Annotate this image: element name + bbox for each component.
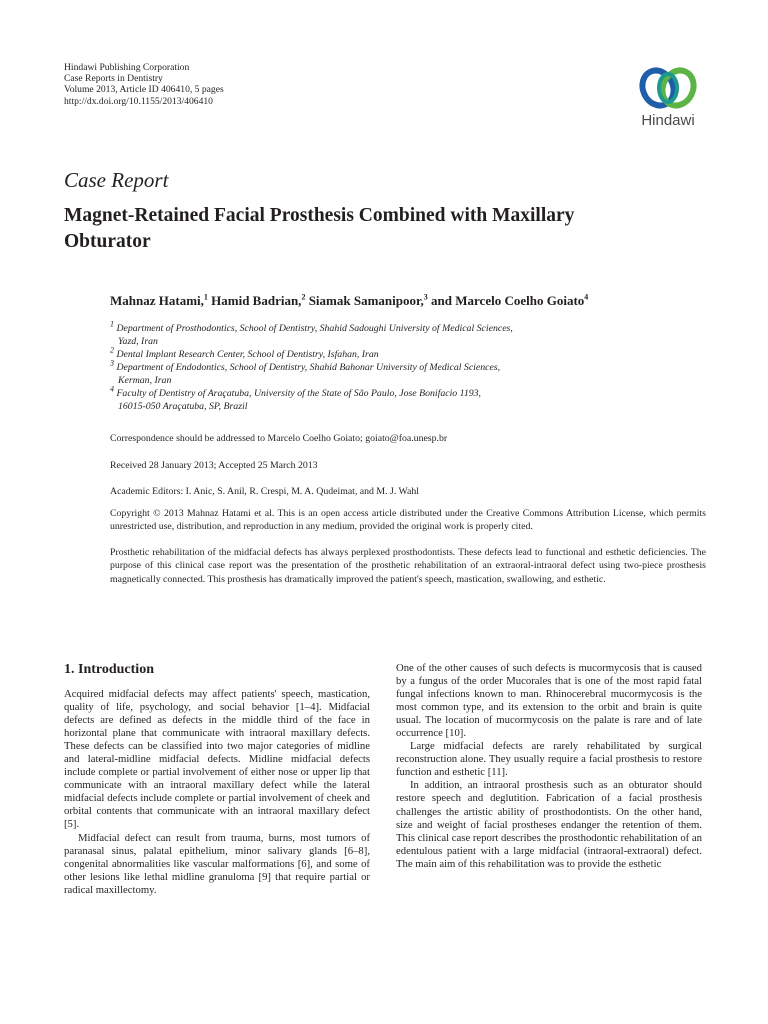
affiliation-text: Dental Implant Research Center, School of Dentistry, Isfahan, Iran: [116, 349, 379, 360]
affiliation-text-cont: Yazd, Iran: [118, 336, 158, 347]
affiliation-item: [110, 319, 650, 348]
affiliation-text: Department of Prosthodontics, School of Dentistry, Shahid Sadoughi University of Medical Sciences,: [116, 323, 513, 334]
academic-editors: Academic Editors: I. Anic, S. Anil, R. Crespi, M. A. Qudeimat, and M. J. Wahl: [110, 486, 419, 497]
section-heading: 1. Introduction: [64, 662, 154, 677]
article-title: Magnet-Retained Facial Prosthesis Combined with Maxillary Obturator: [64, 205, 575, 252]
author-list: [110, 293, 588, 309]
affiliations: [110, 319, 650, 413]
affiliation-number: 3: [110, 358, 114, 368]
journal-name: Case Reports in Dentistry: [64, 73, 163, 85]
hindawi-logo-text: Hindawi: [641, 112, 695, 129]
author-affiliation-mark: 3: [423, 292, 428, 302]
correspondence: Correspondence should be addressed to Marcelo Coelho Goiato; goiato@foa.unesp.br: [110, 433, 448, 444]
article-type: Case Report: [64, 168, 169, 192]
paragraph: Acquired midfacial defects may affect patients' speech, mastication, quality of life, psychology, and social behavior [1–4]. Midfacial defects are defined as defects in the middle third of the face in horizontal plane that communicate with intraoral maxillary defects. These defects can be classified into two major categories of midline and lateral-midline midfacial defects. Midline midfacial defects include complete or partial involvement of either nose or upper lip that communicate with an intraoral maxillary defect while the lateral midfacial defects include complete or partial involvement of cheek and orbital contents that communicate with an intraoral maxillary defect [5].: [64, 688, 370, 831]
author-name: Hamid Badrian,: [211, 293, 302, 308]
paragraph: Large midfacial defects are rarely rehabilitated by surgical reconstruction alone. They usually require a facial prosthesis to restore function and esthetic [11].: [396, 740, 702, 779]
author-name: Siamak Samanipoor,: [308, 293, 424, 308]
publication-info: [64, 62, 224, 107]
affiliation-text-cont: 16015-050 Araçatuba, SP, Brazil: [118, 401, 248, 412]
affiliation-item: [110, 345, 650, 361]
paragraph: In addition, an intraoral prosthesis such as an obturator should restore speech and deglutition. Fabrication of a facial prosthesis challenges the artistic ability of prosthodontists. On the other hand, size and weight of facial prostheses endanger the retention of them. This clinical case report describes the prosthodontic rehabilitation of an edentulous patient with a large midfacial (intraoral-extraoral) defect. The main aim of this rehabilitation was to provide the esthetic: [396, 779, 702, 870]
affiliation-text-cont: Kerman, Iran: [118, 375, 172, 386]
body-column-right: [396, 662, 702, 871]
received-dates: Received 28 January 2013; Accepted 25 March 2013: [110, 460, 318, 471]
copyright-notice: Copyright © 2013 Mahnaz Hatami et al. This is an open access article distributed under the Creative Commons Attribution License, which permits unrestricted use, distribution, and reproduction in any medium, provided the original work is properly cited.: [110, 508, 706, 532]
author-affiliation-mark: 4: [584, 292, 589, 302]
author-name: and Marcelo Coelho Goiato: [431, 293, 585, 308]
affiliation-number: 2: [110, 345, 114, 355]
publisher-name: Hindawi Publishing Corporation: [64, 62, 190, 73]
affiliation-text: Faculty of Dentistry of Araçatuba, University of the State of São Paulo, Jose Bonifacio 1193,: [116, 388, 481, 399]
author-affiliation-mark: 1: [203, 292, 208, 302]
affiliation-number: 4: [110, 384, 114, 394]
affiliation-text: Department of Endodontics, School of Dentistry, Shahid Bahonar University of Medical Sciences,: [116, 362, 501, 373]
author-affiliation-mark: 2: [301, 292, 306, 302]
paragraph: Midfacial defect can result from trauma, burns, most tumors of paranasal sinus, palatal epithelium, minor salivary glands [6–8], congenital abnormalities like vascular malformations [6], and some of other lesions like lethal midline granuloma [9] that require partial or radical maxillectomy.: [64, 831, 370, 896]
body-column-left: [64, 688, 370, 897]
affiliation-item: [110, 384, 650, 413]
paragraph: One of the other causes of such defects is mucormycosis that is caused by a fungus of the order Mucorales that is one of the most rapid fatal fungal infections known to man. Rhinocerebral mucormycosis is the most common type, and its extension to the orbit and brain is quite usual. The location of mucormycosis on the palate is rare and of late occurrence [10].: [396, 662, 702, 740]
volume-info: Volume 2013, Article ID 406410, 5 pages: [64, 84, 224, 96]
doi-link[interactable]: http://dx.doi.org/10.1155/2013/406410: [64, 95, 213, 107]
affiliation-number: 1: [110, 319, 114, 329]
abstract: Prosthetic rehabilitation of the midfacial defects has always perplexed prosthodontists. These defects lead to functional and esthetic deficiencies. The purpose of this clinical case report was the presentation of the prosthetic rehabilitation of an extraoral-intraoral defect using two-piece prosthesis magnetically connected. This prosthesis has dramatically improved the patient's speech, mastication, swallowing, and esthetic.: [110, 547, 706, 585]
author-name: Mahnaz Hatami,: [110, 293, 204, 308]
affiliation-item: [110, 358, 650, 387]
